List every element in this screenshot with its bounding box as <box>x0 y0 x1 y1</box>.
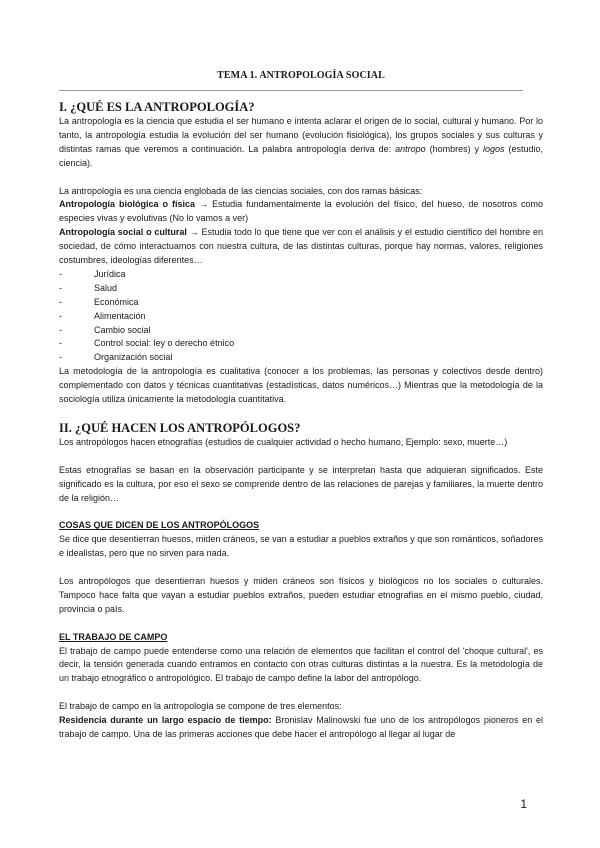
ramas-intro: La antropología es una ciencia englobada de las ciencias sociales, con dos ramas básicas: <box>59 185 423 196</box>
list-item: - Control social: ley o derecho étnico <box>59 337 543 351</box>
metodologia-paragraph: La metodología de la antropología es cualitativa (conocer a los problemas, las personas y colectivos desde dentro) complementado con datos y técnicas cuantitativas (estadísticas, datos numéricos…) Mientras que la metodología de la sociología utiliza únicamente la metodología cuantitativa. <box>59 366 543 405</box>
term-logos: logos <box>483 143 505 154</box>
campo-paragraph-2: El trabajo de campo en la antropología se compone de tres elementos: <box>59 701 342 712</box>
rama-biologica: Antropología biológica o física → Estudia fundamentalmente la evolución del físico, del hueso, de nosotros como especies vivas y evolutivas (No lo vamos a ver) <box>59 199 543 224</box>
residencia-label: Residencia durante un largo espacio de tiempo: <box>59 715 272 726</box>
list-item: - Salud <box>59 282 543 296</box>
significado-paragraph: Estas etnografías se basan en la observación participante y se interpretan hasta que adquieran significados. Este significado es la cultura, por eso el sexo se comprende dentro de las relaciones de parejas y familiares, la muerte dentro de la religión… <box>59 464 543 503</box>
campo-paragraph-1: El trabajo de campo puede entenderse como una relación de elementos que facilitan el control del 'choque cultural', es decir, la tensión generada cuando entramos en contacto con otras culturas distintas a la nuestra. Es la metodología de un trabajo etnográfico o antropológico. El trabajo de campo define la labor del antropólogo. <box>59 645 543 684</box>
residencia-paragraph: Residencia durante un largo espacio de tiempo: Bronislav Malinowski fue uno de los antropólogos pioneros en el trabajo de campo. Una de las primeras acciones que debe hacer el antropólogo al llegar al lugar de <box>59 715 543 739</box>
cosas-paragraph-2: Los antropólogos que desentierran huesos y miden cráneos son físicos y biológicos no los sociales o culturales. Tampoco hace falta que vayan a estudiar pueblos extraños, pueden estudiar etnografías en el mismo pueblo, ciudad, provincia o país. <box>59 576 543 614</box>
section-1-body <box>59 115 543 407</box>
title-divider <box>59 90 523 91</box>
intro-paragraph: La antropología es la ciencia que estudia el ser humano e intenta aclarar el origen de lo social, cultural y humano. Por lo tanto, la antropología estudia la evolución del ser humano (evolución fisiológica), los grupos sociales y sus culturas y distintas ramas que veremos a continuación. La palabra antropología deriva de: antropo (hombres) y logos (estudio, ciencia). <box>59 116 543 168</box>
list-item: - Alimentación <box>59 310 543 324</box>
list-item: - Jurídica <box>59 268 543 282</box>
document-title: TEMA 1. ANTROPOLOGÍA SOCIAL <box>217 70 385 81</box>
areas-list <box>59 268 543 365</box>
section-heading-que-hacen: II. ¿QUÉ HACEN LOS ANTROPÓLOGOS? <box>59 421 301 435</box>
list-item: - Organización social <box>59 351 543 365</box>
rama-social: Antropología social o cultural → Estudia todo lo que tiene que ver con el análisis y el estudio científico del hombre en sociedad, de cómo interactuamos con nuestra cultura, de las distintas culturas, porque hay normas, valores, religiones costumbres, ideologías diferentes… <box>59 227 543 266</box>
page-number: 1 <box>520 797 527 811</box>
section-2-body <box>59 436 543 742</box>
subheading-cosas: COSAS QUE DICEN DE LOS ANTROPÓLOGOS <box>59 520 260 531</box>
rama-social-label: Antropología social o cultural <box>59 227 187 238</box>
rama-biologica-label: Antropología biológica o física <box>59 199 196 210</box>
list-item: - Económica <box>59 296 543 310</box>
etnografias-paragraph: Los antropólogos hacen etnografías (estudios de cualquier actividad o hecho humano, Ejemplo: sexo, muerte…) <box>59 437 508 447</box>
term-antropo: antropo <box>395 143 426 154</box>
list-item: - Cambio social <box>59 324 543 338</box>
subheading-trabajo-campo: EL TRABAJO DE CAMPO <box>59 631 168 642</box>
cosas-paragraph-1: Se dice que desentierran huesos, miden cráneos, se van a estudiar a pueblos extraños y que son románticos, soñadores e idealistas, pero que no sirven para nada. <box>59 534 543 559</box>
section-heading-que-es: I. ¿QUÉ ES LA ANTROPOLOGÍA? <box>59 100 255 114</box>
